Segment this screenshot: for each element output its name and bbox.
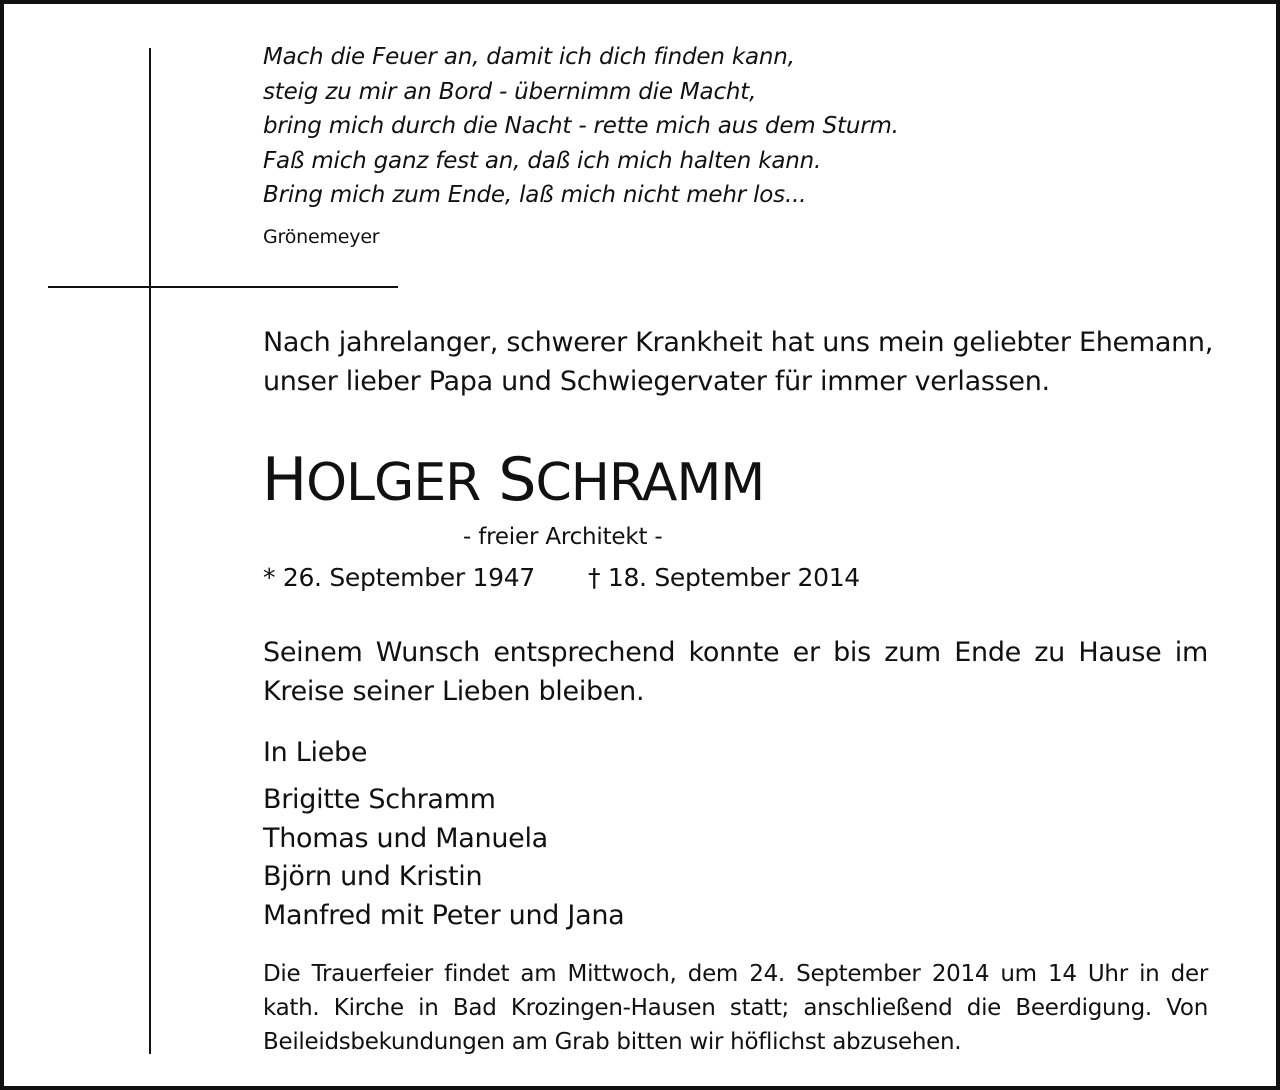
mourner-name: Björn und Kristin (263, 861, 483, 892)
wish-text (263, 633, 1208, 711)
mourner-name: Brigitte Schramm (263, 784, 496, 815)
birth-date: * 26. September 1947 (263, 563, 535, 592)
poem-quote (263, 40, 899, 213)
name-first-rest: OLGER (306, 453, 481, 513)
intro-text (263, 323, 1213, 401)
funeral-service-info (263, 957, 1208, 1059)
deceased-name (262, 444, 764, 519)
wish-line: Seinem Wunsch entsprechend konnte er bis zum Ende zu Hause im (263, 637, 1208, 668)
service-line: Die Trauerfeier findet am Mittwoch, dem 24. September 2014 um 14 Uhr in der (263, 961, 1208, 987)
poem-author: Grönemeyer (263, 226, 380, 248)
service-line: kath. Kirche in Bad Krozingen-Hausen statt; anschließend die Beerdigung. Von (263, 995, 1208, 1021)
name-last-rest: CHRAMM (535, 453, 765, 513)
poem-line: Bring mich zum Ende, laß mich nicht mehr los... (263, 182, 807, 208)
mourners-intro: In Liebe (263, 737, 368, 768)
cross-horizontal-bar (48, 286, 398, 288)
death-date: † 18. September 2014 (588, 563, 860, 592)
service-line: Beileidsbekundungen am Grab bitten wir höflichst abzusehen. (263, 1029, 962, 1055)
mourner-name: Thomas und Manuela (263, 822, 548, 854)
name-first-initial: H (262, 445, 307, 515)
profession: - freier Architekt - (463, 524, 663, 550)
poem-line: bring mich durch die Nacht - rette mich aus dem Sturm. (263, 113, 899, 139)
poem-line: Mach die Feuer an, damit ich dich finden kann, (263, 44, 795, 70)
intro-line: Nach jahrelanger, schwerer Krankheit hat uns mein geliebter Ehemann, (263, 327, 1213, 358)
mourners-list (263, 781, 624, 935)
cross-vertical-bar (149, 48, 151, 1054)
wish-line: Kreise seiner Lieben bleiben. (263, 676, 645, 707)
name-last-initial: S (498, 445, 536, 515)
intro-line: unser lieber Papa und Schwiegervater für immer verlassen. (263, 366, 1050, 397)
poem-line: Faß mich ganz fest an, daß ich mich halten kann. (263, 147, 822, 174)
poem-line: steig zu mir an Bord - übernimm die Macht, (263, 78, 757, 105)
mourner-name: Manfred mit Peter und Jana (263, 899, 625, 931)
